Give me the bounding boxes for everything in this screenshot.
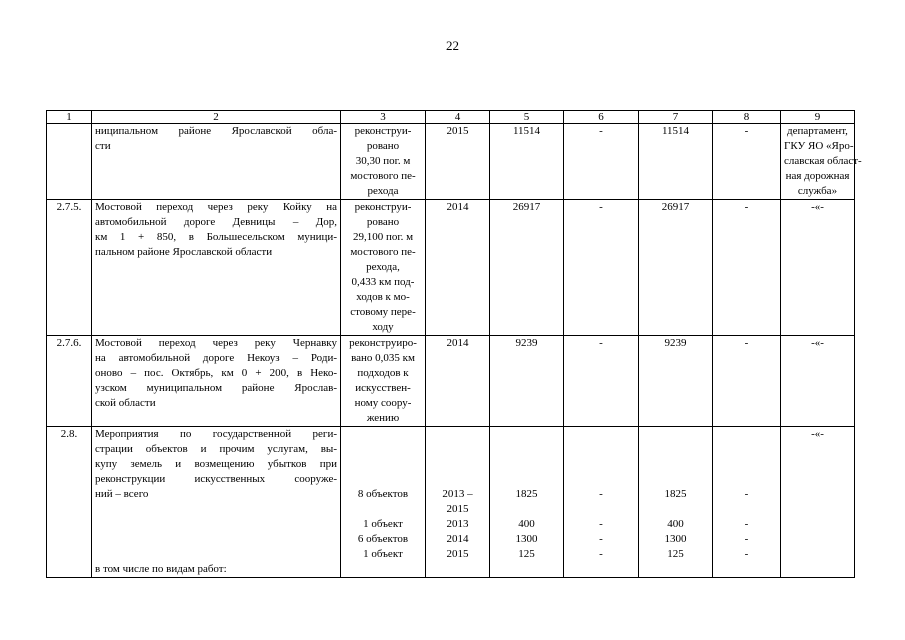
table-row	[47, 427, 855, 578]
responsible-line: славская област-	[784, 155, 862, 167]
desc-line: Мероприятия по государственной реги-	[95, 428, 337, 440]
value-line: -	[744, 488, 749, 500]
year-line: 2014	[446, 533, 469, 545]
col6-cell	[564, 427, 639, 578]
responsible-line: департамент,	[787, 125, 848, 137]
row-description	[92, 427, 341, 578]
work-line: ровано	[366, 216, 400, 228]
header-col-9: 9	[781, 111, 855, 124]
desc-line: узском муниципальном районе Ярослав-	[95, 382, 337, 394]
work-volume	[341, 200, 426, 336]
work-line: 0,433 км под-	[351, 276, 415, 288]
header-col-4: 4	[426, 111, 490, 124]
desc-line: автомобильной дороге Девницы – Дор,	[95, 216, 337, 228]
year-line: 2015	[446, 503, 469, 515]
work-line: реконструи-	[354, 125, 412, 137]
desc-line: сти	[95, 140, 111, 152]
year-cell	[426, 427, 490, 578]
work-volume	[341, 427, 426, 578]
work-line: ходу	[372, 321, 394, 333]
table-row	[47, 336, 855, 427]
year-line: 2015	[446, 548, 469, 560]
col5-cell: 9239	[490, 336, 564, 427]
work-line: рехода,	[366, 261, 400, 273]
desc-line: реконструкции искусственных сооруже-	[95, 473, 337, 485]
year-line: 2013	[446, 518, 469, 530]
header-col-2: 2	[92, 111, 341, 124]
value-line	[716, 502, 777, 517]
col8-cell: -	[713, 200, 781, 336]
desc-line: ний – всего	[95, 488, 149, 500]
col5-cell: 26917	[490, 200, 564, 336]
header-col-8: 8	[713, 111, 781, 124]
col7-cell: 9239	[639, 336, 713, 427]
value-line: -	[599, 488, 603, 500]
work-line: мостового пе-	[350, 246, 416, 258]
value-line: -	[599, 518, 603, 530]
year-cell: 2014	[426, 336, 490, 427]
work-line: ровано	[366, 140, 400, 152]
value-line	[642, 502, 709, 517]
year-cell: 2014	[426, 200, 490, 336]
value-line: -	[599, 548, 603, 560]
col5-cell: 11514	[490, 124, 564, 200]
row-number	[47, 124, 92, 200]
value-line: 400	[518, 518, 535, 530]
col8-cell: -	[713, 124, 781, 200]
desc-line: в том числе по видам работ:	[95, 563, 227, 575]
table-row	[47, 200, 855, 336]
desc-line: ниципальном районе Ярославской обла-	[95, 125, 337, 137]
row-description	[92, 124, 341, 200]
responsible-line: ная дорожная	[785, 170, 850, 182]
responsible-cell: -«-	[781, 427, 855, 578]
desc-line: страции объектов и прочим услугам, вы-	[95, 443, 337, 455]
col5-cell	[490, 427, 564, 578]
col8-cell	[713, 427, 781, 578]
work-line: мостового пе-	[350, 170, 416, 182]
desc-line: км 1 + 850, в Большесельском муници-	[95, 231, 337, 243]
header-col-5: 5	[490, 111, 564, 124]
desc-line: купу земель и возмещению убытков при	[95, 458, 337, 470]
row-description	[92, 200, 341, 336]
work-volume	[341, 124, 426, 200]
work-line: рехода	[367, 185, 399, 197]
value-line: -	[744, 533, 749, 545]
work-line: 1 объект	[363, 548, 403, 560]
responsible-line: ГКУ ЯО «Яро-	[784, 140, 854, 152]
value-line: 1300	[664, 533, 687, 545]
value-line: 1300	[515, 533, 538, 545]
value-line	[493, 502, 560, 517]
work-line: 8 объектов	[357, 488, 409, 500]
col6-cell: -	[564, 124, 639, 200]
value-line: -	[599, 533, 603, 545]
responsible-cell: -«-	[781, 200, 855, 336]
row-number: 2.7.6.	[47, 336, 92, 427]
responsible-cell	[781, 124, 862, 200]
col8-cell: -	[713, 336, 781, 427]
row-description	[92, 336, 341, 427]
value-line: 1825	[664, 488, 687, 500]
header-col-7: 7	[639, 111, 713, 124]
value-line: -	[744, 548, 749, 560]
table-row	[47, 124, 855, 200]
value-line	[567, 502, 635, 517]
work-line: ному соору-	[354, 397, 412, 409]
value-line: 400	[667, 518, 684, 530]
work-line: жению	[366, 412, 400, 424]
responsible-line: служба»	[797, 185, 838, 197]
desc-line: оново – пос. Октябрь, км 0 + 200, в Неко-	[95, 367, 337, 379]
col6-cell: -	[564, 336, 639, 427]
desc-line: Мостовой переход через реку Чернавку	[95, 337, 337, 349]
year-cell: 2015	[426, 124, 490, 200]
desc-line: ской области	[95, 397, 156, 409]
value-line: 1825	[515, 488, 538, 500]
year-line: 2013 –	[442, 488, 473, 500]
col7-cell: 26917	[639, 200, 713, 336]
work-line: стовому пере-	[350, 306, 416, 318]
value-line: -	[744, 518, 749, 530]
work-volume	[341, 336, 426, 427]
row-number: 2.7.5.	[47, 200, 92, 336]
desc-line: пальном районе Ярославской области	[95, 246, 273, 258]
col6-cell: -	[564, 200, 639, 336]
work-line: 30,30 пог. м	[355, 155, 411, 167]
work-line: 1 объект	[363, 518, 403, 530]
work-line: вано 0,035 км	[351, 352, 415, 364]
work-line: искусствен-	[355, 382, 411, 394]
work-line: подходов к	[357, 367, 409, 379]
header-col-1: 1	[47, 111, 92, 124]
row-number: 2.8.	[47, 427, 92, 578]
header-row	[47, 111, 855, 124]
responsible-cell: -«-	[781, 336, 855, 427]
page-number: 22	[446, 38, 459, 53]
value-line: 125	[518, 548, 535, 560]
program-table	[46, 110, 862, 578]
col7-cell: 11514	[639, 124, 713, 200]
col7-cell	[639, 427, 713, 578]
work-line: реконструиро-	[349, 337, 417, 349]
work-line: ходов к мо-	[356, 291, 410, 303]
desc-line: Мостовой переход через реку Койку на	[95, 201, 337, 213]
work-line: 6 объектов	[357, 533, 409, 545]
work-line: 29,100 пог. м	[352, 231, 414, 243]
desc-line: на автомобильной дороге Некоуз – Роди-	[95, 352, 337, 364]
work-line	[344, 502, 422, 517]
header-col-3: 3	[341, 111, 426, 124]
header-col-6: 6	[564, 111, 639, 124]
work-line: реконструи-	[354, 201, 412, 213]
value-line: 125	[667, 548, 684, 560]
